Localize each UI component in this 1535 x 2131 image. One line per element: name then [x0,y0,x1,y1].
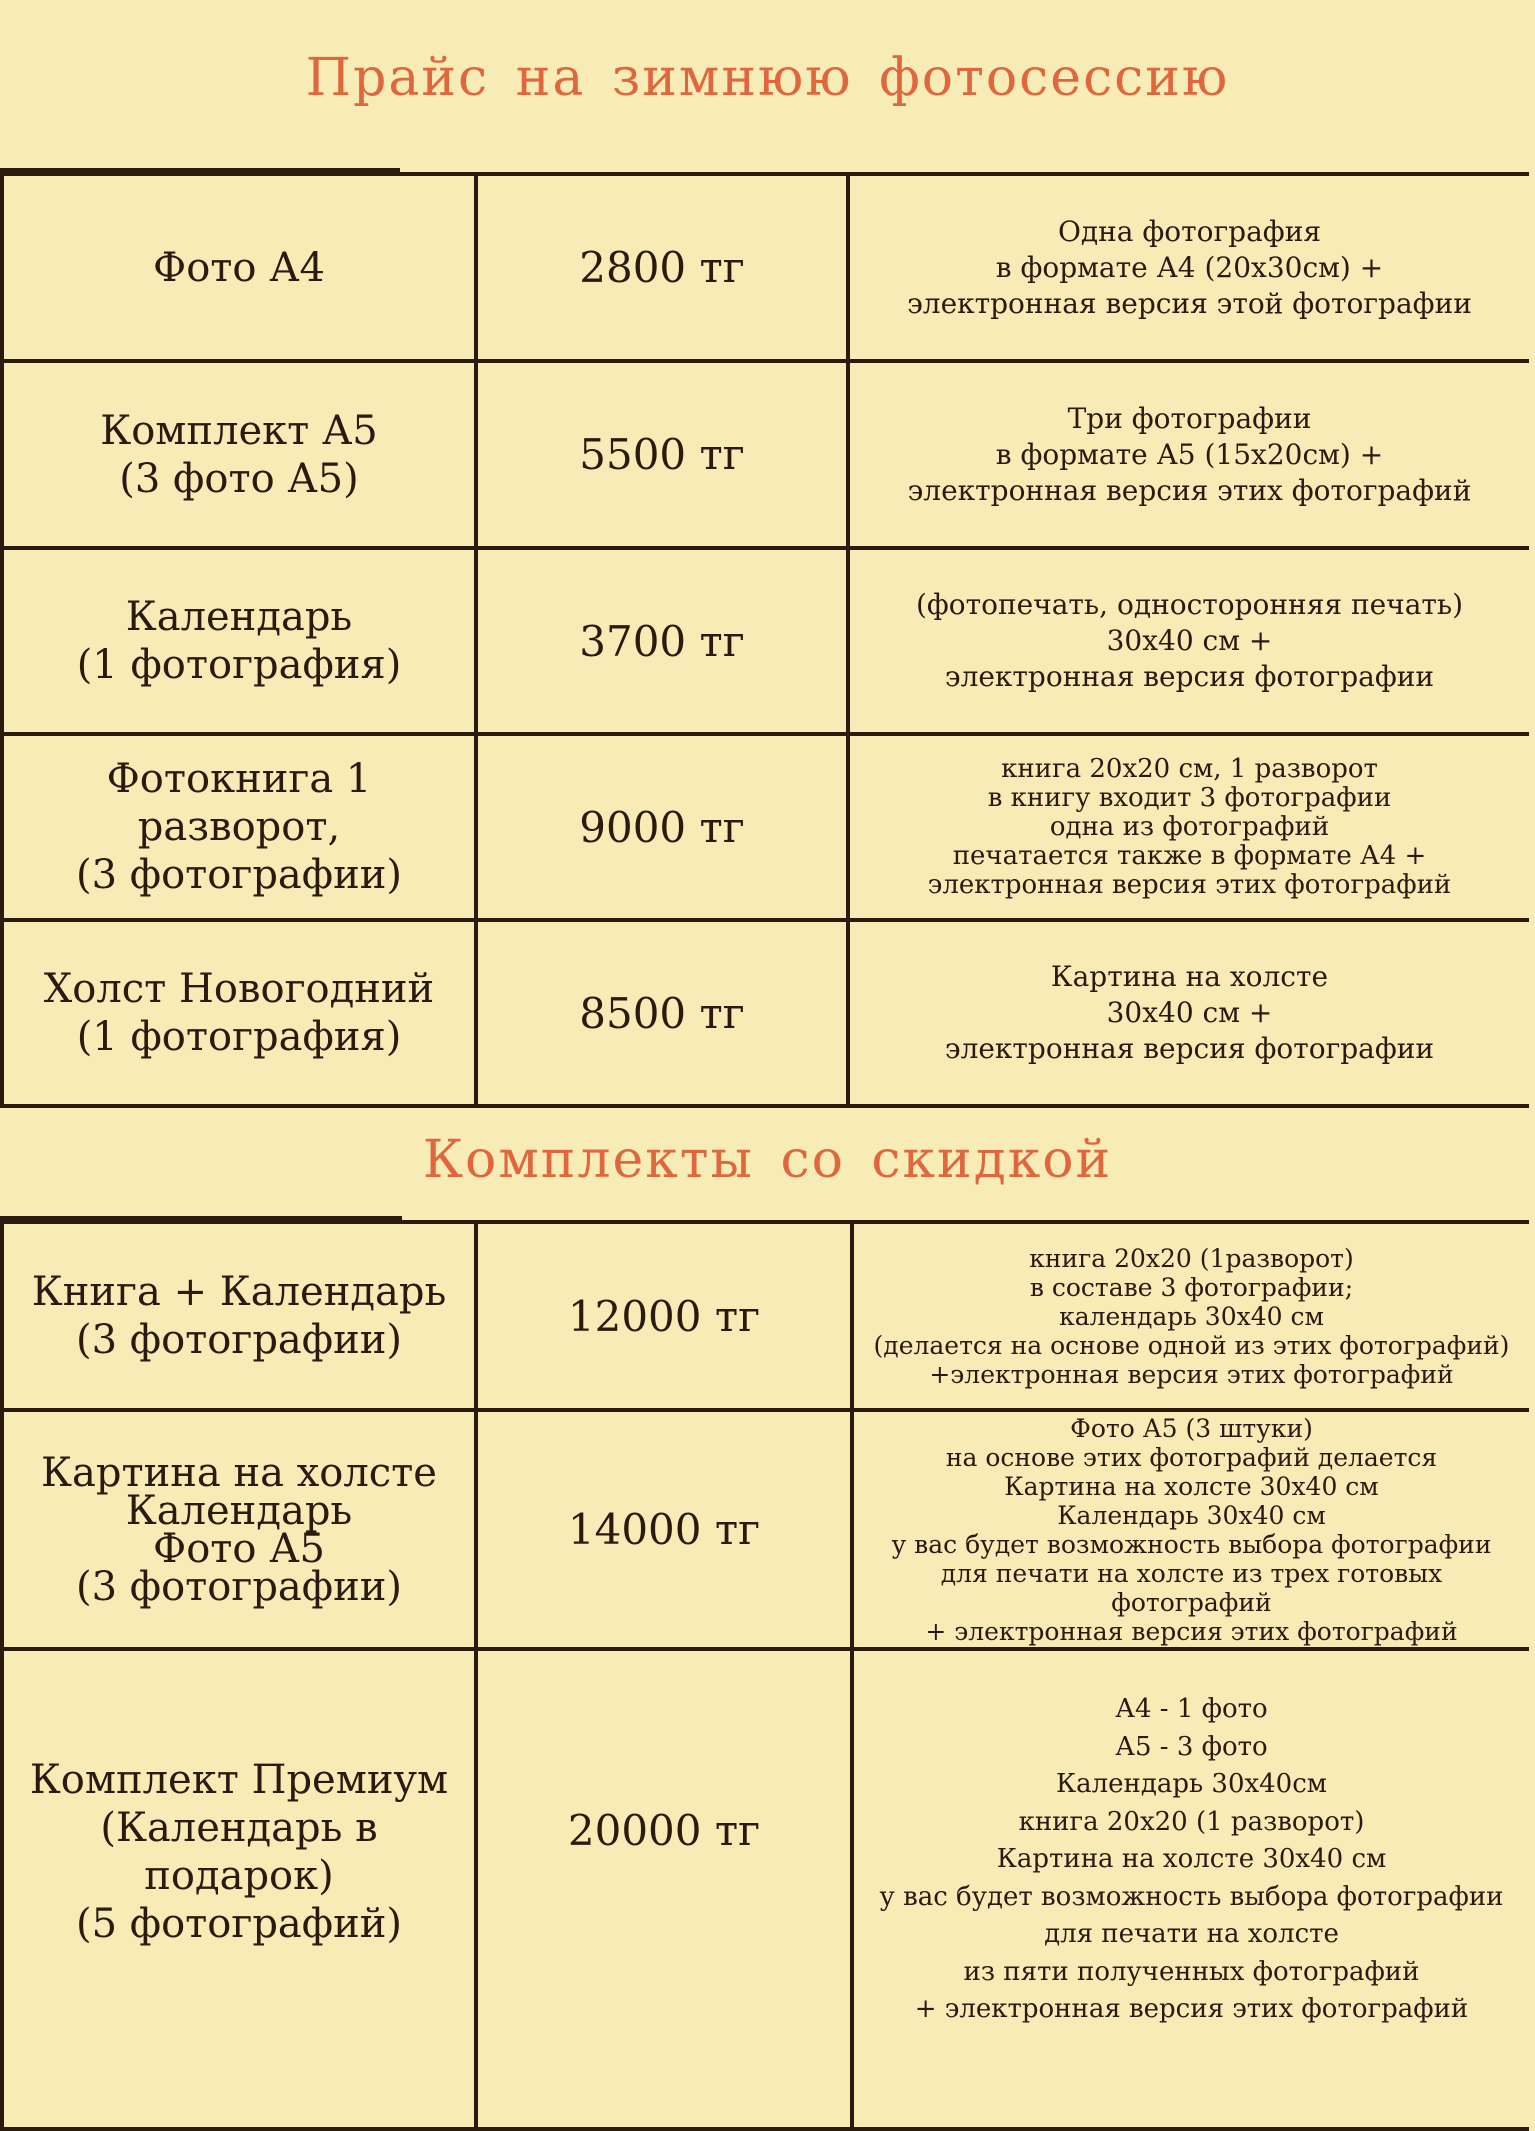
item-description: Фото А5 (3 штуки) на основе этих фотографий делается Картина на холсте 30х40 см Календарь 30х40 см у вас будет возможность выбора фотографии для печати на холсте из трех готовых фотографий + электронная версия этих фотографий [852,1410,1529,1649]
item-name: Комплект Премиум (Календарь в подарок) (5 фотографий) [2,1649,476,2129]
item-description: Картина на холсте 30х40 см + электронная версия фотографии [848,920,1529,1106]
item-description: А4 - 1 фото А5 - 3 фото Календарь 30х40см книга 20х20 (1 разворот) Картина на холсте 30х40 см у вас будет возможность выбора фотографии для печати на холсте из пяти полученных фотографий + электронная версия этих фотографий [852,1649,1529,2129]
table-row [2,734,1529,920]
table-row [2,1222,1529,1410]
item-description: (фотопечать, односторонняя печать) 30х40 см + электронная версия фотографии [848,548,1529,734]
item-name: Календарь (1 фотография) [2,548,476,734]
item-price: 12000 тг [476,1222,852,1410]
table-row [2,920,1529,1106]
item-description: книга 20х20 (1разворот) в составе 3 фотографии; календарь 30х40 см (делается на основе одной из этих фотографий) +электронная версия этих фотографий [852,1222,1529,1410]
price-table [0,172,1529,1108]
item-name: Картина на холсте Календарь Фото А5 (3 фотографии) [2,1410,476,1649]
item-name: Комплект А5 (3 фото А5) [2,361,476,548]
item-price: 2800 тг [476,174,848,361]
item-name: Книга + Календарь (3 фотографии) [2,1222,476,1410]
item-name: Фото А4 [2,174,476,361]
item-price: 20000 тг [476,1649,852,2129]
table-row [2,1649,1529,2129]
table-row [2,1410,1529,1649]
item-name: Фотокнига 1 разворот, (3 фотографии) [2,734,476,920]
table-row [2,361,1529,548]
table-row [2,174,1529,361]
table-row [2,548,1529,734]
item-price: 3700 тг [476,548,848,734]
item-name: Холст Новогодний (1 фотография) [2,920,476,1106]
item-price: 5500 тг [476,361,848,548]
page-title: Прайс на зимнюю фотосессию [305,48,1230,108]
item-description: книга 20х20 см, 1 разворот в книгу входит 3 фотографии одна из фотографий печатается также в формате А4 + электронная версия этих фотографий [848,734,1529,920]
discount-table [0,1220,1529,2131]
section-title-discount: Комплекты со скидкой [422,1130,1113,1190]
item-price: 8500 тг [476,920,848,1106]
item-description: Одна фотография в формате А4 (20х30см) + электронная версия этой фотографии [848,174,1529,361]
item-price: 14000 тг [476,1410,852,1649]
item-description: Три фотографии в формате А5 (15х20см) + электронная версия этих фотографий [848,361,1529,548]
item-price: 9000 тг [476,734,848,920]
